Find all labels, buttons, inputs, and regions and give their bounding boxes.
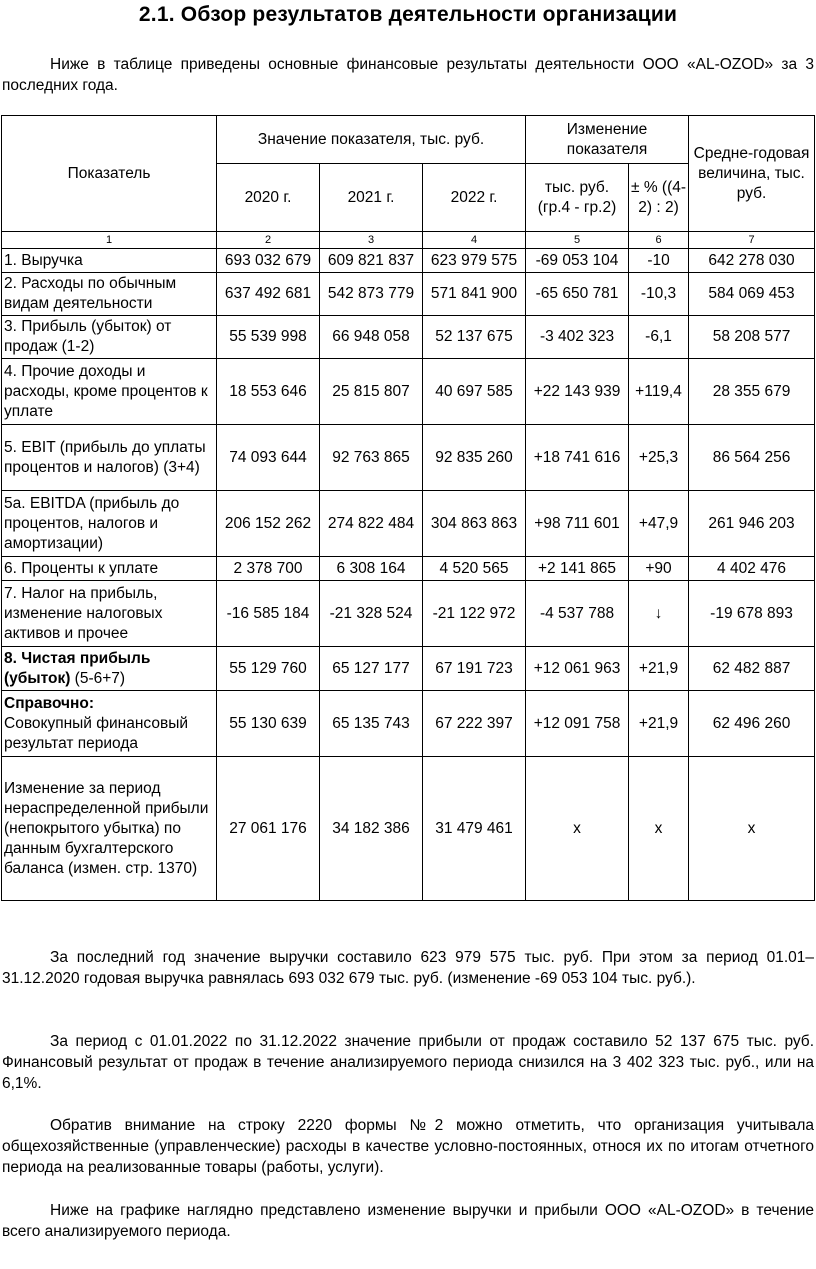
header-2020: 2020 г. [217,164,320,232]
cell-value: 609 821 837 [320,249,423,273]
cell-value: +21,9 [629,647,689,691]
cell-value: x [526,757,629,901]
cell-value: -16 585 184 [217,581,320,647]
cell-value: 18 553 646 [217,359,320,425]
column-number: 7 [689,232,815,249]
cell-value: 304 863 863 [423,491,526,557]
column-number: 3 [320,232,423,249]
paragraph-chart-intro: Ниже на графике наглядно представлено изменение выручки и прибыли ООО «AL-OZOD» в течение всего анализируемого периода. [2,1202,814,1240]
table-row-reference [2,691,815,757]
cell-value: 542 873 779 [320,273,423,316]
cell-value: -6,1 [629,316,689,359]
cell-value: -10,3 [629,273,689,316]
header-change-pct: ± % ((4-2) : 2) [629,164,689,232]
cell-value: 86 564 256 [689,425,815,491]
cell-value: 55 130 639 [217,691,320,757]
table-row [2,425,815,491]
column-number-row [2,232,815,249]
cell-value: -10 [629,249,689,273]
cell-value: +12 091 758 [526,691,629,757]
cell-value: 4 520 565 [423,557,526,581]
cell-value: -4 537 788 [526,581,629,647]
row-label-text: Совокупный финансовый результат периода [4,714,188,752]
cell-value: 65 127 177 [320,647,423,691]
header-value-group: Значение показателя, тыс. руб. [217,116,526,164]
cell-value: +47,9 [629,491,689,557]
row-label: Изменение за период нераспределенной прибыли (непокрытого убытка) по данным бухгалтерского баланса (измен. стр. 1370) [2,757,217,901]
cell-value: 571 841 900 [423,273,526,316]
table-row [2,273,815,316]
header-average: Средне-годовая величина, тыс. руб. [689,116,815,232]
table-row-retained [2,757,815,901]
cell-value: 92 763 865 [320,425,423,491]
row-label-bold: 8. Чистая прибыль (убыток) [4,649,151,687]
cell-value: 623 979 575 [423,249,526,273]
cell-value: 67 191 723 [423,647,526,691]
page-title: 2.1. Обзор результатов деятельности организации [138,3,678,26]
cell-value: -21 328 524 [320,581,423,647]
cell-value: 693 032 679 [217,249,320,273]
paragraph-overhead: Обратив внимание на строку 2220 формы №2 можно отметить, что организация учитывала общехозяйственные (управленческие) расходы в качестве условно-постоянных, относя их по итогам отчетного периода на реализованные товары (работы, услуги). [2,1117,814,1176]
cell-value: +21,9 [629,691,689,757]
cell-value: 67 222 397 [423,691,526,757]
paragraph-revenue: За последний год значение выручки составило 623 979 575 тыс. руб. При этом за период 01.01–31.12.2020 годовая выручка равнялась 693 032 679 тыс. руб. (изменение -69 053 104 тыс. руб.). [2,949,814,987]
cell-value: +119,4 [629,359,689,425]
down-arrow-icon: ↓ [629,581,689,647]
cell-value: 34 182 386 [320,757,423,901]
cell-value: +90 [629,557,689,581]
header-change-abs: тыс. руб. (гр.4 - гр.2) [526,164,629,232]
table-row [2,581,815,647]
cell-value: 55 129 760 [217,647,320,691]
table-row [2,557,815,581]
row-label: 5. EBIT (прибыль до уплаты процентов и налогов) (3+4) [2,425,217,491]
table-row [2,359,815,425]
column-number: 6 [629,232,689,249]
cell-value: 584 069 453 [689,273,815,316]
cell-value: -69 053 104 [526,249,629,273]
cell-value: 4 402 476 [689,557,815,581]
header-2022: 2022 г. [423,164,526,232]
row-label: 1. Выручка [2,249,217,273]
cell-value: 74 093 644 [217,425,320,491]
cell-value: -19 678 893 [689,581,815,647]
cell-value: -3 402 323 [526,316,629,359]
header-indicator: Показатель [2,116,217,232]
cell-value: 40 697 585 [423,359,526,425]
table-row-net-profit [2,647,815,691]
column-number: 2 [217,232,320,249]
table-header-row [2,116,815,164]
cell-value: +2 141 865 [526,557,629,581]
cell-value: x [689,757,815,901]
row-label: 5а. EBITDA (прибыль до процентов, налогов и амортизации) [2,491,217,557]
cell-value: 274 822 484 [320,491,423,557]
column-number: 1 [2,232,217,249]
cell-value: 55 539 998 [217,316,320,359]
row-label [2,691,217,757]
cell-value: +98 711 601 [526,491,629,557]
cell-value: +12 061 963 [526,647,629,691]
cell-value: 65 135 743 [320,691,423,757]
cell-value: 27 061 176 [217,757,320,901]
paragraph-sales-profit: За период с 01.01.2022 по 31.12.2022 значение прибыли от продаж составило 52 137 675 тыс. руб. Финансовый результат от продаж в течение анализируемого периода снизился на 3 402 323 тыс. руб., или на 6,1%. [2,1033,814,1092]
cell-value: 6 308 164 [320,557,423,581]
table-row [2,316,815,359]
column-number: 4 [423,232,526,249]
cell-value: -21 122 972 [423,581,526,647]
financial-results-table [1,115,815,901]
cell-value: 66 948 058 [320,316,423,359]
cell-value: -65 650 781 [526,273,629,316]
cell-value: 642 278 030 [689,249,815,273]
cell-value: 261 946 203 [689,491,815,557]
cell-value: +18 741 616 [526,425,629,491]
header-2021: 2021 г. [320,164,423,232]
row-label: 3. Прибыль (убыток) от продаж (1-2) [2,316,217,359]
row-label [2,647,217,691]
cell-value: 28 355 679 [689,359,815,425]
cell-value: 52 137 675 [423,316,526,359]
cell-value: 92 835 260 [423,425,526,491]
row-label: 7. Налог на прибыль, изменение налоговых активов и прочее [2,581,217,647]
cell-value: x [629,757,689,901]
cell-value: 31 479 461 [423,757,526,901]
table-row [2,491,815,557]
cell-value: 25 815 807 [320,359,423,425]
row-label-formula: (5-6+7) [70,669,126,687]
header-change-group: Изменение показателя [526,116,689,164]
row-label: 4. Прочие доходы и расходы, кроме процентов к уплате [2,359,217,425]
table-row [2,249,815,273]
cell-value: 637 492 681 [217,273,320,316]
row-label-bold: Справочно: [4,694,95,712]
cell-value: 58 208 577 [689,316,815,359]
cell-value: 62 482 887 [689,647,815,691]
cell-value: +22 143 939 [526,359,629,425]
column-number: 5 [526,232,629,249]
intro-paragraph: Ниже в таблице приведены основные финансовые результаты деятельности ООО «AL-OZOD» за 3 последних года. [2,56,814,94]
cell-value: +25,3 [629,425,689,491]
cell-value: 2 378 700 [217,557,320,581]
cell-value: 206 152 262 [217,491,320,557]
cell-value: 62 496 260 [689,691,815,757]
row-label: 6. Проценты к уплате [2,557,217,581]
row-label: 2. Расходы по обычным видам деятельности [2,273,217,316]
